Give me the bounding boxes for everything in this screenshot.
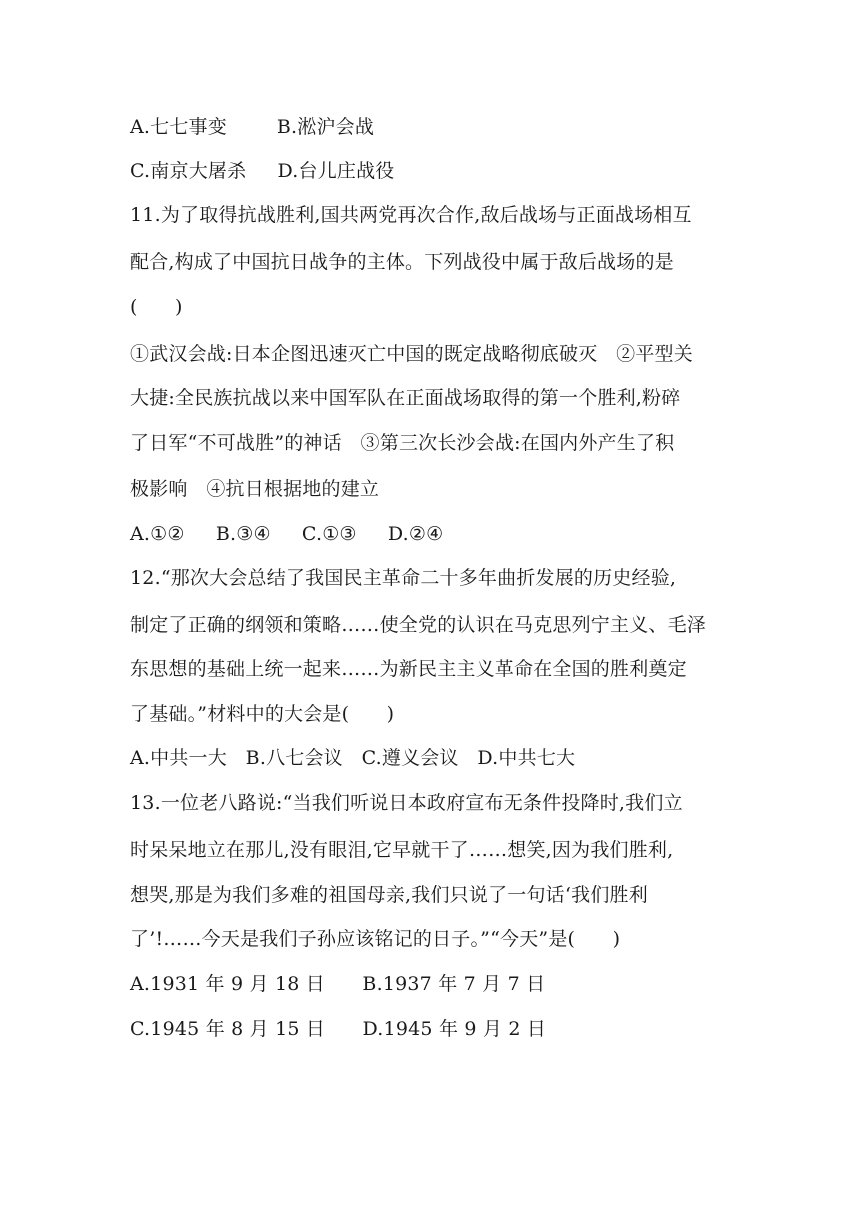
q11-choice-line-3: 了日军“不可战胜”的神话 ③第三次长沙会战:在国内外产生了积 bbox=[130, 432, 675, 454]
q12-stem-line-2: 制定了正确的纲领和策略……使全党的认识在马克思列宁主义、毛泽 bbox=[130, 614, 707, 636]
q10-options-line-2: C.南京大屠杀 D.台儿庄战役 bbox=[130, 160, 395, 182]
q12-options: A.中共一大 B.八七会议 C.遵义会议 D.中共七大 bbox=[130, 747, 576, 769]
q11-stem-line-2: 配合,构成了中国抗日战争的主体。下列战役中属于敌后战场的是 bbox=[130, 251, 674, 273]
q12-stem-line-1: 12.“那次大会总结了我国民主革命二十多年曲折发展的历史经验, bbox=[130, 567, 677, 589]
q12-stem-line-4: 了基础。”材料中的大会是( ) bbox=[130, 703, 395, 725]
q10-options-line-1: A.七七事变 B.淞沪会战 bbox=[130, 116, 375, 138]
q11-choice-line-1: ①武汉会战:日本企图迅速灭亡中国的既定战略彻底破灭 ②平型关 bbox=[130, 343, 693, 365]
q13-stem-line-2: 时呆呆地立在那儿,没有眼泪,它早就干了……想笑,因为我们胜利, bbox=[130, 839, 674, 861]
q12-stem-line-3: 东思想的基础上统一起来……为新民主主义革命在全国的胜利奠定 bbox=[130, 658, 687, 680]
q13-options-line-1: A.1931 年 9 月 18 日 B.1937 年 7 月 7 日 bbox=[130, 973, 546, 995]
q13-stem-line-4: 了’!……今天是我们子孙应该铭记的日子。”“今天”是( ) bbox=[130, 928, 621, 950]
q11-choice-line-2: 大捷:全民族抗战以来中国军队在正面战场取得的第一个胜利,粉碎 bbox=[130, 387, 681, 409]
q13-stem-line-3: 想哭,那是为我们多难的祖国母亲,我们只说了一句话‘我们胜利 bbox=[130, 884, 648, 906]
q11-answer-blank: ( ) bbox=[130, 296, 183, 318]
q11-options: A.①② B.③④ C.①③ D.②④ bbox=[130, 523, 444, 545]
q11-stem-line-1: 11.为了取得抗战胜利,国共两党再次合作,敌后战场与正面战场相互 bbox=[130, 204, 692, 226]
q11-choice-line-4: 极影响 ④抗日根据地的建立 bbox=[130, 478, 380, 500]
q13-options-line-2: C.1945 年 8 月 15 日 D.1945 年 9 月 2 日 bbox=[130, 1018, 547, 1040]
q13-stem-line-1: 13.一位老八路说:“当我们听说日本政府宣布无条件投降时,我们立 bbox=[130, 792, 683, 814]
